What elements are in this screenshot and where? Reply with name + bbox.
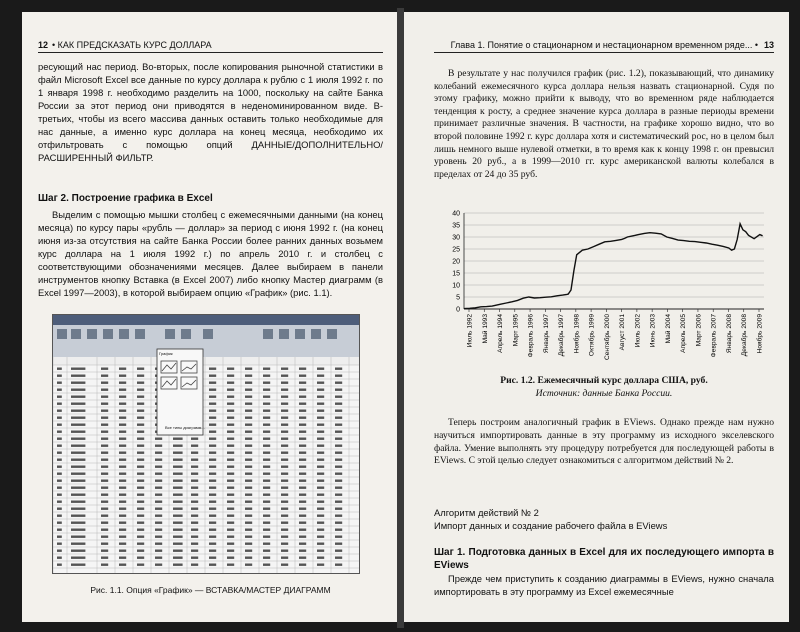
x-tick-label: Апрель 2005 [680,314,688,353]
x-tick-label: Август 2001 [619,314,627,351]
x-tick-label: Сентябрь 2000 [603,314,611,361]
x-tick-label: Январь 1997 [542,314,550,354]
x-tick-label: Февраль 2007 [710,314,718,358]
x-tick-label: Июль 2002 [634,314,642,348]
excel-chart-menu-item[interactable]: График [159,351,173,356]
x-tick-label: Июнь 2003 [649,314,657,348]
algorithm-title: Алгоритм действий № 2 [434,507,539,518]
step-block [434,546,774,572]
y-tick-label: 10 [452,282,460,290]
paragraph: Выделим с помощью мышки столбец с ежемесячными данными (на конец месяца) по курсу пары «рубль — доллар» за период с июня 1992 г. (на конец июня из-за отсутствия на сайте Банка России более ранних данных возьмем курс доллара на 1 июля 1992 г.) по апрель 2010 г. и столбец с соответствующими обозначениями месяцев. Далее выбираем в панели инструментов кнопку Вставка (в Excel 2007) либо кнопку Мастер диаграмм (в Excel 1997—2003), в которой выбираем опцию «График» (рис. 1.1). [38,209,383,298]
right-page [404,12,789,622]
book-gutter [397,8,404,628]
running-title: • КАК ПРЕДСКАЗАТЬ КУРС ДОЛЛАРА [52,40,212,50]
page-header [434,40,774,53]
x-tick-label: Июль 1992 [466,314,474,348]
running-title: Глава 1. Понятие о стационарном и нестационарном временном ряде... • [450,40,758,50]
algorithm-block [434,506,774,532]
x-tick-label: Ноябрь 1998 [573,314,581,354]
y-tick-label: 40 [452,210,460,218]
x-tick-label: Май 1993 [481,314,489,344]
page-number: 13 [763,40,774,50]
y-tick-label: 5 [456,294,460,302]
y-tick-label: 25 [452,246,460,254]
step-heading: Шаг 2. Построение графика в Excel [38,193,213,204]
x-tick-label: Февраль 1996 [527,314,535,358]
paragraph: Теперь построим аналогичный график в EViews. Однако прежде нам нужно научиться импортировать данные в эту программу из исходного экселевского файла. Умение выполнять эту процедуру потребуется для последующей работы в EViews. С этой целью следует ознакомиться с алгоритмом действий № 2. [434,417,774,467]
excel-screenshot-image [53,315,359,573]
x-tick-label: Апрель 1994 [497,314,505,353]
excel-chart-menu-all[interactable]: Все типы диаграмм... [165,425,205,430]
y-tick-label: 20 [452,258,460,266]
paragraph: Прежде чем приступить к созданию диаграммы в EViews, нужно сначала импортировать в эту программу из Excel ежемесячные [434,573,774,597]
algorithm-subtitle: Импорт данных и создание рабочего файла в EViews [434,520,668,531]
chart-caption [434,374,774,400]
paragraph: В результате у нас получился график (рис. 1.2), показывающий, что динамику колебаний ежемесячного курса доллара нельзя назвать стационарной. Судя по этому графику, можно прийти к выводу, что во временном ряде наблюдается тенденция к росту, а среднее значение курса доллара в разные периоды времени принимает различные значения. В частности, на графике хорошо видно, что во второй половине 1992 г. курс доллара хотя и систематический рос, но в целом был лишь немного выше нулевой отметки, в то время как к концу 1998 г. он превысил уровень 20 руб., а в 1999—2010 гг. курс американской валюты колебался в пределах от 24 до 35 руб. [434,68,774,180]
x-tick-label: Март 2006 [695,314,703,347]
x-tick-label: Январь 2008 [725,314,733,354]
x-tick-label: Декабрь 1997 [558,314,566,357]
x-tick-label: Март 1995 [512,314,520,347]
figure-caption: Рис. 1.1. Опция «График» — ВСТАВКА/МАСТЕР ДИАГРАММ [90,585,331,595]
excel-screenshot [52,314,360,574]
step-heading: Шаг 1. Подготовка данных в Excel для их последующего импорта в EViews [434,547,774,571]
x-tick-label: Декабрь 2008 [741,314,749,357]
chart-caption-title: Рис. 1.2. Ежемесячный курс доллара США, руб. [500,375,708,386]
x-tick-label: Октябрь 1999 [588,314,596,357]
y-tick-label: 15 [452,270,460,278]
page-number: 12 [38,40,49,50]
y-tick-label: 30 [452,234,460,242]
y-tick-label: 35 [452,222,460,230]
paragraph: ресующий нас период. Во-вторых, после копирования рыночной статистики в файл Microsoft Excel все данные по курсу доллара к рублю с 1 июля 1992 г. по 1 января 1998 г. необходимо разделить на 1000, поскольку на сайте Банка России за этот период они приводятся в неденоминированном виде. В-третьих, чтобы из всего массива данных оставить только необходимые для нас данные, а именно курс доллара на конец месяца, необходимо их отфильтровать с помощью опций ДАННЫЕ/ДОПОЛНИТЕЛЬНО/РАСШИРЕННЫЙ ФИЛЬТР. [38,61,383,163]
series-line [464,224,763,309]
chart-source: Источник: данные Банка России. [535,388,673,399]
line-chart [442,207,776,361]
y-tick-label: 0 [456,306,460,314]
x-tick-label: Май 2004 [664,314,672,344]
x-tick-label: Ноябрь 2009 [756,314,764,354]
page-header [38,40,383,53]
left-page [22,12,397,622]
section [38,192,383,205]
